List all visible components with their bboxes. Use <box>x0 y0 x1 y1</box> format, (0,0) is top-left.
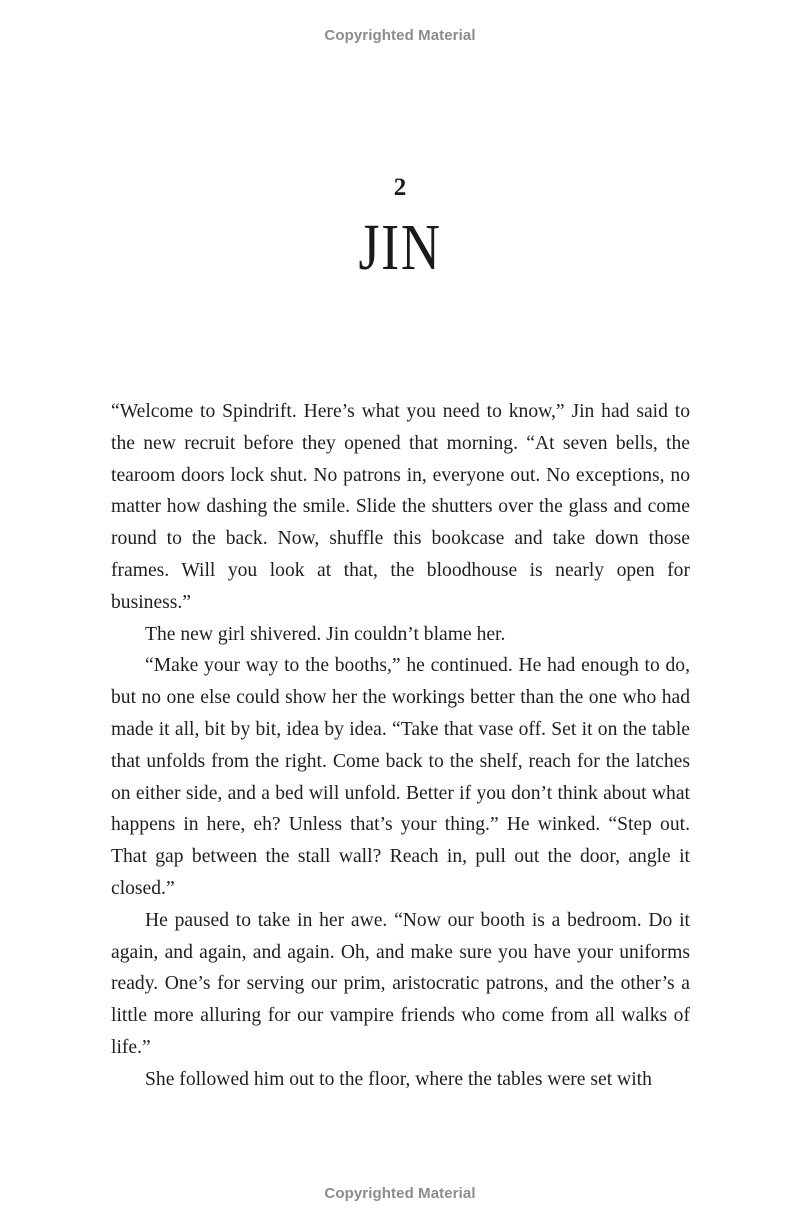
copyright-watermark-top: Copyrighted Material <box>324 27 476 44</box>
copyright-watermark-bottom: Copyrighted Material <box>324 1185 476 1202</box>
paragraph-3: “Make your way to the booths,” he continued. He had enough to do, but no one else could show her the workings better than the one who had made it all, bit by bit, idea by idea. “Take that vase off. Set it on the table that unfolds from the right. Come back to the shelf, reach for the latches on either side, and a bed will unfold. Better if you don’t think about what happens in here, eh? Unless that’s your thing.” He winked. “Step out. That gap between the stall wall? Reach in, pull out the door, angle it closed.” <box>111 655 690 899</box>
paragraph-2: The new girl shivered. Jin couldn’t blame her. <box>145 623 506 645</box>
paragraph-1: “Welcome to Spindrift. Here’s what you need to know,” Jin had said to the new recruit before they opened that morning. “At seven bells, the tearoom doors lock shut. No patrons in, everyone out. No exceptions, no matter how dashing the smile. Slide the shutters over the glass and come round to the back. Now, shuffle this bookcase and take down those frames. Will you look at that, the bloodhouse is nearly open for business.” <box>111 401 690 613</box>
paragraph-4: He paused to take in her awe. “Now our booth is a bedroom. Do it again, and again, and again. Oh, and make sure you have your uniforms ready. One’s for serving our prim, aristocratic patrons, and the other’s a little more alluring for our vampire friends who come from all walks of life.” <box>111 909 690 1058</box>
paragraph-5: She followed him out to the floor, where the tables were set with <box>145 1068 652 1090</box>
chapter-title: JIN <box>358 211 442 284</box>
chapter-body <box>111 396 690 1096</box>
chapter-number: 2 <box>393 174 407 201</box>
